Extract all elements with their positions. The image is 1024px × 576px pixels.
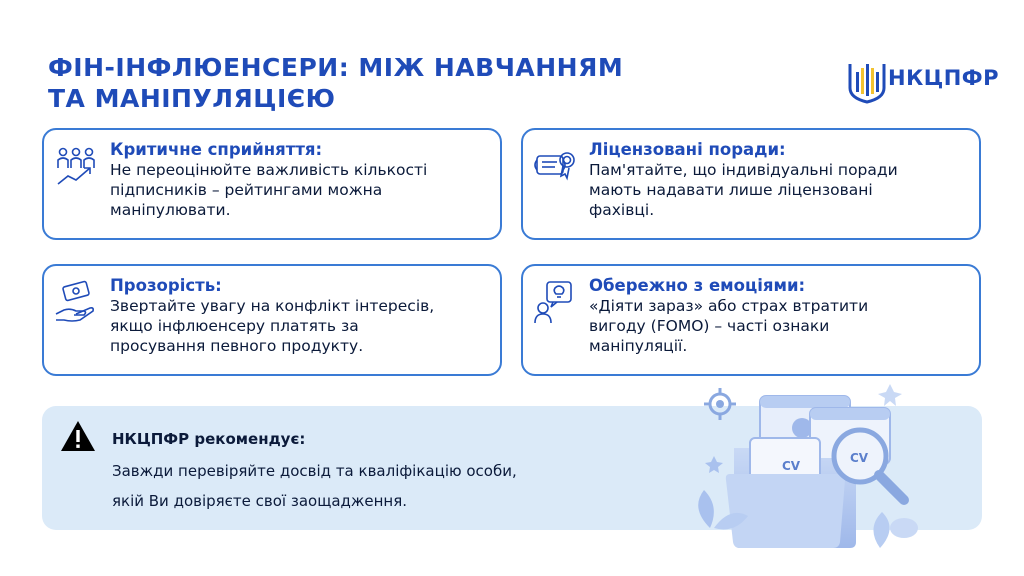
card-heading: Обережно з емоціями: — [589, 276, 806, 295]
cv-label: CV — [782, 459, 801, 473]
card-body-line: Звертайте увагу на конфлікт інтересів, — [110, 297, 435, 315]
recommendation-heading: НКЦПФР рекомендує: — [112, 430, 306, 448]
warning-icon — [60, 420, 96, 452]
card-heading: Ліцензовані поради: — [589, 140, 786, 159]
card-emotions — [521, 264, 981, 376]
page-title — [48, 52, 688, 114]
recommendation-line-2: якій Ви довіряєте свої заощадження. — [112, 492, 408, 510]
hand-money-icon — [54, 280, 98, 324]
card-body-line: Пам'ятайте, що індивідуальні поради — [589, 161, 898, 179]
logo — [848, 58, 1000, 104]
cv-folder-magnifier-icon — [690, 378, 930, 558]
card-body-line: маніпулювати. — [110, 201, 231, 219]
certificate-icon — [533, 144, 577, 188]
cv-label-magnifier: CV — [850, 451, 869, 465]
person-lightbulb-icon — [533, 280, 577, 324]
card-body-line: Не переоцінюйте важливість кількості — [110, 161, 428, 179]
card-body-line: вигоду (FOMO) – часті ознаки — [589, 317, 830, 335]
card-body-line: просування певного продукту. — [110, 337, 364, 355]
nkcpfr-logo-icon — [848, 58, 886, 104]
card-body-line: підписників – рейтингами можна — [110, 181, 383, 199]
card-critical-perception — [42, 128, 502, 240]
logo-text: НКЦПФР — [888, 66, 1000, 90]
card-body-line: мають надавати лише ліцензовані — [589, 181, 873, 199]
card-heading: Критичне сприйняття: — [110, 140, 323, 159]
card-body-line: якщо інфлюенсеру платять за — [110, 317, 359, 335]
title-line-2: ТА МАНІПУЛЯЦІЄЮ — [48, 84, 336, 113]
recommendation-line-1: Завжди перевіряйте досвід та кваліфікацію особи, — [112, 462, 517, 480]
title-line-1: ФІН-ІНФЛЮЕНСЕРИ: МІЖ НАВЧАННЯМ — [48, 53, 624, 82]
card-heading: Прозорість: — [110, 276, 222, 295]
card-transparency — [42, 264, 502, 376]
card-licensed-advice — [521, 128, 981, 240]
people-growth-icon — [54, 144, 98, 188]
card-body-line: фахівці. — [589, 201, 655, 219]
card-body-line: маніпуляції. — [589, 337, 688, 355]
card-body-line: «Діяти зараз» або страх втратити — [589, 297, 869, 315]
